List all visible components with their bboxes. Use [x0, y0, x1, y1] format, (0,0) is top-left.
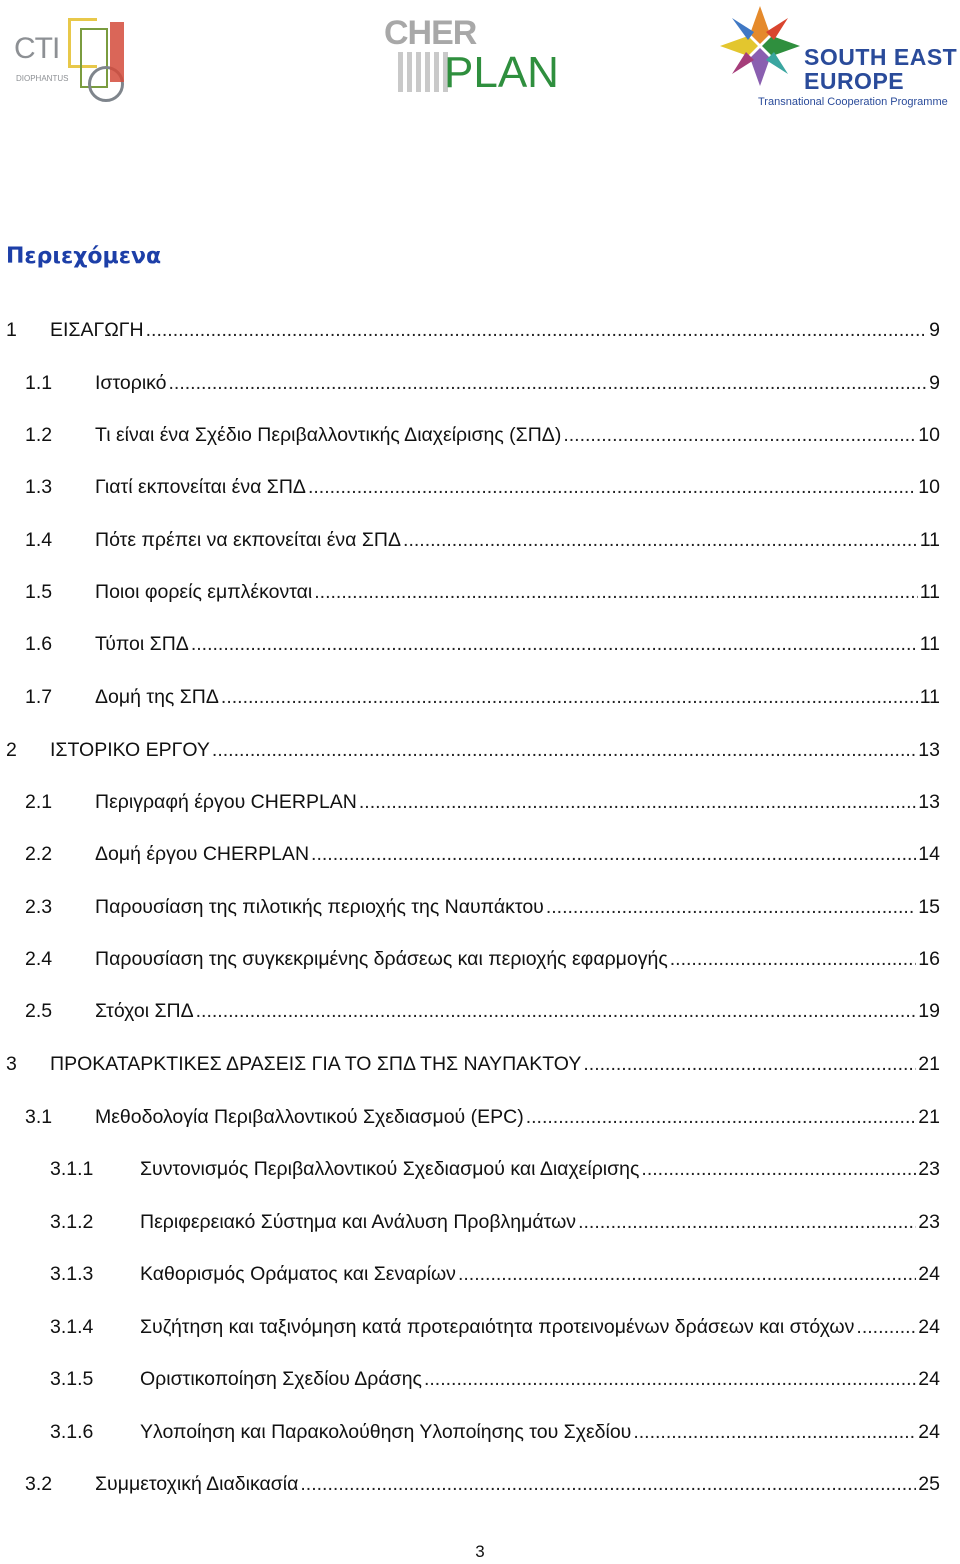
toc-entry[interactable] — [25, 789, 940, 815]
toc-entry-number: 1.5 — [25, 581, 53, 603]
cti-logo-subtext: DIOPHANTUS — [16, 74, 69, 83]
toc-dot-leader — [314, 579, 918, 605]
toc-entry-title: Στόχοι ΣΠΔ — [95, 1000, 194, 1022]
south-east-europe-logo — [718, 4, 960, 110]
toc-entry-number: 1.1 — [25, 372, 53, 394]
toc-dot-leader — [563, 422, 916, 448]
toc-entry-page: 11 — [919, 581, 940, 603]
toc-dot-leader — [191, 631, 918, 657]
toc-entry[interactable] — [25, 998, 940, 1024]
toc-dot-leader — [526, 1104, 917, 1130]
toc-entry-number: 1 — [6, 319, 17, 341]
toc-entry-title: Πότε πρέπει να εκπονείται ένα ΣΠΔ — [95, 529, 402, 551]
toc-entry-title: ΠΡΟΚΑΤΑΡΚΤΙΚΕΣ ΔΡΑΣΕΙΣ ΓΙΑ ΤΟ ΣΠΔ ΤΗΣ ΝΑΥΠΑΚΤΟΥ — [50, 1053, 582, 1075]
toc-entry-page: 25 — [918, 1473, 940, 1495]
toc-entry-title: Παρουσίαση της συγκεκριμένης δράσεως και περιοχής εφαρμογής — [95, 948, 668, 970]
cti-red-shape — [110, 22, 124, 82]
toc-entry[interactable] — [25, 1471, 940, 1497]
toc-entry-title: Συμμετοχική Διαδικασία — [95, 1473, 299, 1495]
toc-entry[interactable] — [25, 894, 940, 920]
toc-entry-title: ΕΙΣΑΓΩΓΗ — [50, 319, 144, 341]
star-emblem-icon — [718, 4, 802, 88]
toc-entry-page: 21 — [918, 1053, 940, 1075]
toc-entry[interactable] — [50, 1156, 940, 1182]
toc-entry-number: 1.3 — [25, 476, 53, 498]
toc-entry-title: ΙΣΤΟΡΙΚΟ ΕΡΓΟΥ — [50, 739, 210, 761]
toc-entry-page: 16 — [918, 948, 940, 970]
columns-icon — [398, 52, 448, 92]
toc-entry-number: 2 — [6, 739, 17, 761]
toc-entry-title: Οριστικοποίηση Σχεδίου Δράσης — [140, 1368, 422, 1390]
toc-entry-page: 11 — [919, 529, 940, 551]
toc-dot-leader — [578, 1209, 916, 1235]
toc-entry-title: Τύποι ΣΠΔ — [95, 633, 189, 655]
toc-dot-leader — [403, 527, 918, 553]
toc-entry-number: 1.6 — [25, 633, 53, 655]
toc-entry[interactable] — [25, 631, 940, 657]
toc-dot-leader — [424, 1366, 916, 1392]
toc-dot-leader — [169, 370, 928, 396]
toc-entry-title: Παρουσίαση της πιλοτικής περιοχής της Ναυπάκτου — [95, 896, 544, 918]
toc-dot-leader — [641, 1156, 916, 1182]
toc-entry-title: Δομή της ΣΠΔ — [95, 686, 219, 708]
cti-logo — [6, 10, 130, 104]
toc-entry[interactable] — [25, 946, 940, 972]
toc-entry[interactable] — [25, 370, 940, 396]
toc-entry-number: 3.1.4 — [50, 1316, 94, 1338]
toc-entry-page: 10 — [918, 424, 940, 446]
toc-entry[interactable] — [6, 317, 940, 343]
toc-dot-leader — [670, 946, 917, 972]
toc-entry-number: 3.1.5 — [50, 1368, 94, 1390]
cherplan-logo-bottom: PLAN — [444, 48, 559, 97]
toc-entry-title: Ποιοι φορείς εμπλέκονται — [95, 581, 313, 603]
toc-dot-leader — [546, 894, 916, 920]
toc-entry-page: 24 — [918, 1316, 940, 1338]
toc-dot-leader — [311, 841, 916, 867]
toc-entry-page: 19 — [918, 1000, 940, 1022]
toc-entry-title: Γιατί εκπονείται ένα ΣΠΔ — [95, 476, 306, 498]
toc-entry[interactable] — [50, 1314, 940, 1340]
toc-entry-page: 24 — [918, 1421, 940, 1443]
toc-entry[interactable] — [50, 1366, 940, 1392]
toc-entry[interactable] — [6, 737, 940, 763]
toc-dot-leader — [308, 474, 916, 500]
toc-entry-number: 3 — [6, 1053, 17, 1075]
toc-dot-leader — [146, 317, 928, 343]
toc-entry-number: 1.7 — [25, 686, 53, 708]
toc-entry-page: 13 — [918, 791, 940, 813]
toc-entry-page: 10 — [918, 476, 940, 498]
toc-dot-leader — [359, 789, 916, 815]
toc-dot-leader — [856, 1314, 916, 1340]
toc-entry-title: Υλοποίηση και Παρακολούθηση Υλοποίησης του Σχεδίου — [140, 1421, 632, 1443]
toc-entry[interactable] — [25, 841, 940, 867]
toc-entry-page: 11 — [919, 633, 940, 655]
cherplan-logo — [380, 8, 570, 98]
toc-entry-number: 3.1.1 — [50, 1158, 94, 1180]
toc-entry-page: 15 — [918, 896, 940, 918]
toc-entry[interactable] — [50, 1261, 940, 1287]
toc-entry-number: 2.1 — [25, 791, 53, 813]
toc-entry-title: Δομή έργου CHERPLAN — [95, 843, 310, 865]
logo-line-2: EUROPE — [804, 68, 905, 94]
toc-dot-leader — [196, 998, 917, 1024]
toc-dot-leader — [221, 684, 918, 710]
toc-entry-number: 2.3 — [25, 896, 53, 918]
toc-entry[interactable] — [50, 1419, 940, 1445]
toc-entry[interactable] — [50, 1209, 940, 1235]
toc-entry-page: 13 — [918, 739, 940, 761]
toc-entry-number: 1.4 — [25, 529, 53, 551]
toc-entry-number: 1.2 — [25, 424, 53, 446]
toc-entry-page: 23 — [918, 1211, 940, 1233]
cti-logo-text: CTI — [14, 32, 60, 65]
toc-entry-page: 9 — [929, 372, 940, 394]
toc-entry[interactable] — [25, 422, 940, 448]
toc-dot-leader — [300, 1471, 916, 1497]
toc-entry-page: 14 — [918, 843, 940, 865]
toc-entry-page: 9 — [929, 319, 940, 341]
page-header — [0, 0, 960, 115]
cherplan-logo-top: CHER — [384, 14, 477, 52]
toc-entry-page: 23 — [918, 1158, 940, 1180]
toc-dot-leader — [583, 1051, 916, 1077]
toc-entry-page: 24 — [918, 1368, 940, 1390]
toc-entry-title: Περιγραφή έργου CHERPLAN — [95, 791, 357, 813]
toc-entry-page: 21 — [918, 1106, 940, 1128]
toc-heading: Περιεχόμενα — [6, 244, 162, 269]
toc-entry-page: 11 — [919, 686, 940, 708]
toc-entry-title: Περιφερειακό Σύστημα και Ανάλυση Προβλημάτων — [140, 1211, 577, 1233]
toc-entry[interactable] — [25, 474, 940, 500]
toc-entry-number: 2.2 — [25, 843, 53, 865]
toc-entry-number: 2.4 — [25, 948, 53, 970]
toc-entry-title: Ιστορικό — [95, 372, 167, 394]
toc-entry-title: Καθορισμός Οράματος και Σεναρίων — [140, 1263, 456, 1285]
toc-entry-number: 3.1 — [25, 1106, 53, 1128]
toc-entry-number: 2.5 — [25, 1000, 53, 1022]
toc-entry-title: Μεθοδολογία Περιβαλλοντικού Σχεδιασμού (EPC) — [95, 1106, 524, 1128]
toc-entry-number: 3.2 — [25, 1473, 53, 1495]
toc-entry-title: Συζήτηση και ταξινόμηση κατά προτεραιότητα προτεινομένων δράσεων και στόχων — [140, 1316, 855, 1338]
toc-entry-title: Τι είναι ένα Σχέδιο Περιβαλλοντικής Διαχείρισης (ΣΠΔ) — [95, 424, 562, 446]
toc-entry-page: 24 — [918, 1263, 940, 1285]
toc-entry-title: Συντονισμός Περιβαλλοντικού Σχεδιασμού και Διαχείρισης — [140, 1158, 640, 1180]
toc-entry-number: 3.1.6 — [50, 1421, 94, 1443]
toc-dot-leader — [458, 1261, 916, 1287]
toc-entry[interactable] — [25, 1104, 940, 1130]
toc-entry[interactable] — [25, 527, 940, 553]
logo-line-3: Transnational Cooperation Programme — [758, 96, 948, 108]
toc-entry-number: 3.1.2 — [50, 1211, 94, 1233]
toc-dot-leader — [212, 737, 916, 763]
logo-line-1: SOUTH EAST — [804, 44, 958, 70]
toc-entry[interactable] — [25, 579, 940, 605]
toc-dot-leader — [633, 1419, 916, 1445]
toc-entry[interactable] — [25, 684, 940, 710]
page-number: 3 — [475, 1542, 485, 1561]
toc-entry[interactable] — [6, 1051, 940, 1077]
toc-entry-number: 3.1.3 — [50, 1263, 94, 1285]
